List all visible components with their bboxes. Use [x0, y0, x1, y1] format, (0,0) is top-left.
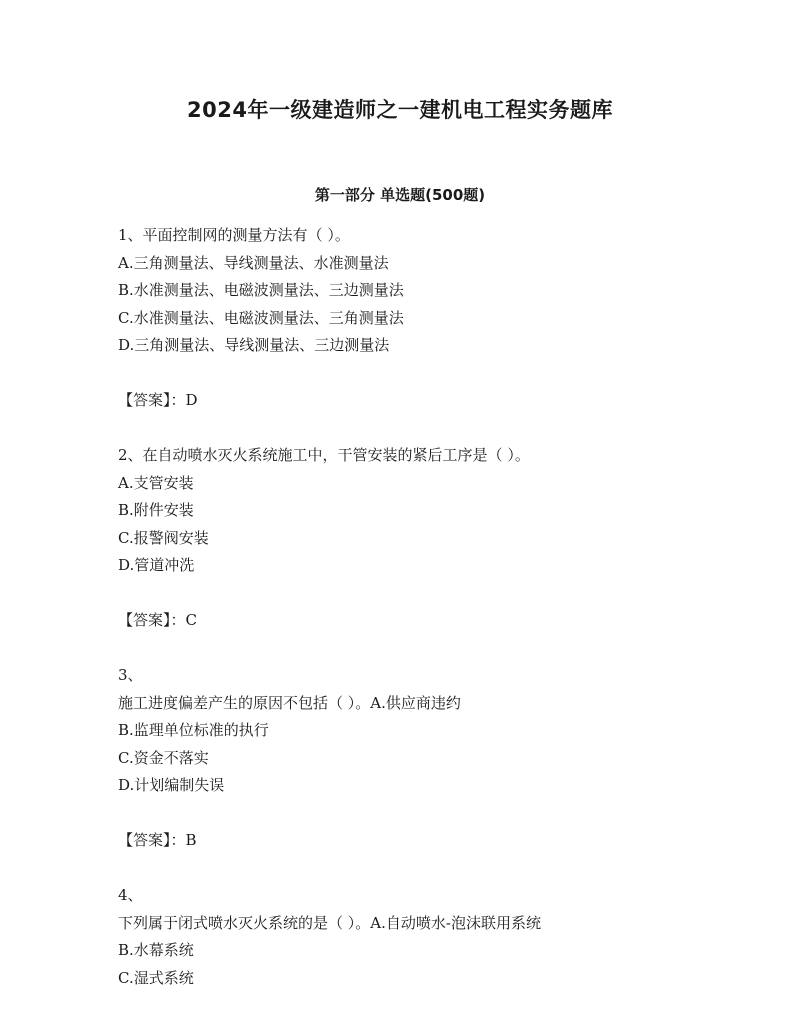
answer-line: 【答案】：D [118, 391, 198, 409]
question-stem: 施工进度偏差产生的原因不包括（ ）。A.供应商违约 [118, 693, 461, 712]
option-d: D.三角测量法、导线测量法、三边测量法 [118, 336, 390, 354]
option-d: D.计划编制失误 [118, 776, 225, 794]
option-b: B.附件安装 [118, 501, 194, 519]
question-list [118, 222, 758, 992]
question-stem: 下列属于闭式喷水灭火系统的是（ ）。A.自动喷水-泡沫联用系统 [118, 913, 541, 932]
option-b: B.监理单位标准的执行 [118, 721, 269, 739]
option-a: A.三角测量法、导线测量法、水准测量法 [118, 253, 389, 272]
option-a: A.支管安装 [118, 473, 194, 492]
option-b: B.水准测量法、电磁波测量法、三边测量法 [118, 281, 404, 299]
option-c: C.报警阀安装 [118, 528, 209, 547]
option-c: C.水准测量法、电磁波测量法、三角测量法 [118, 308, 404, 327]
question-number: 3、 [118, 666, 143, 684]
option-c: C.资金不落实 [118, 748, 209, 767]
question-block [118, 662, 758, 855]
answer-line: 【答案】：B [118, 831, 197, 849]
option-b: B.水幕系统 [118, 941, 194, 959]
question-block [118, 442, 758, 635]
document-title: 2024年一级建造师之一建机电工程实务题库 [187, 98, 613, 122]
option-c: C.湿式系统 [118, 968, 194, 987]
question-block [118, 222, 758, 415]
question-stem: 2、在自动喷水灭火系统施工中，干管安装的紧后工序是（ ）。 [118, 446, 530, 464]
question-stem: 1、平面控制网的测量方法有（ ）。 [118, 226, 350, 244]
answer-line: 【答案】：C [118, 611, 197, 629]
question-block [118, 882, 758, 992]
section-heading: 第一部分 单选题(500题) [314, 186, 486, 204]
question-number: 4、 [118, 886, 143, 904]
option-d: D.管道冲洗 [118, 556, 195, 574]
